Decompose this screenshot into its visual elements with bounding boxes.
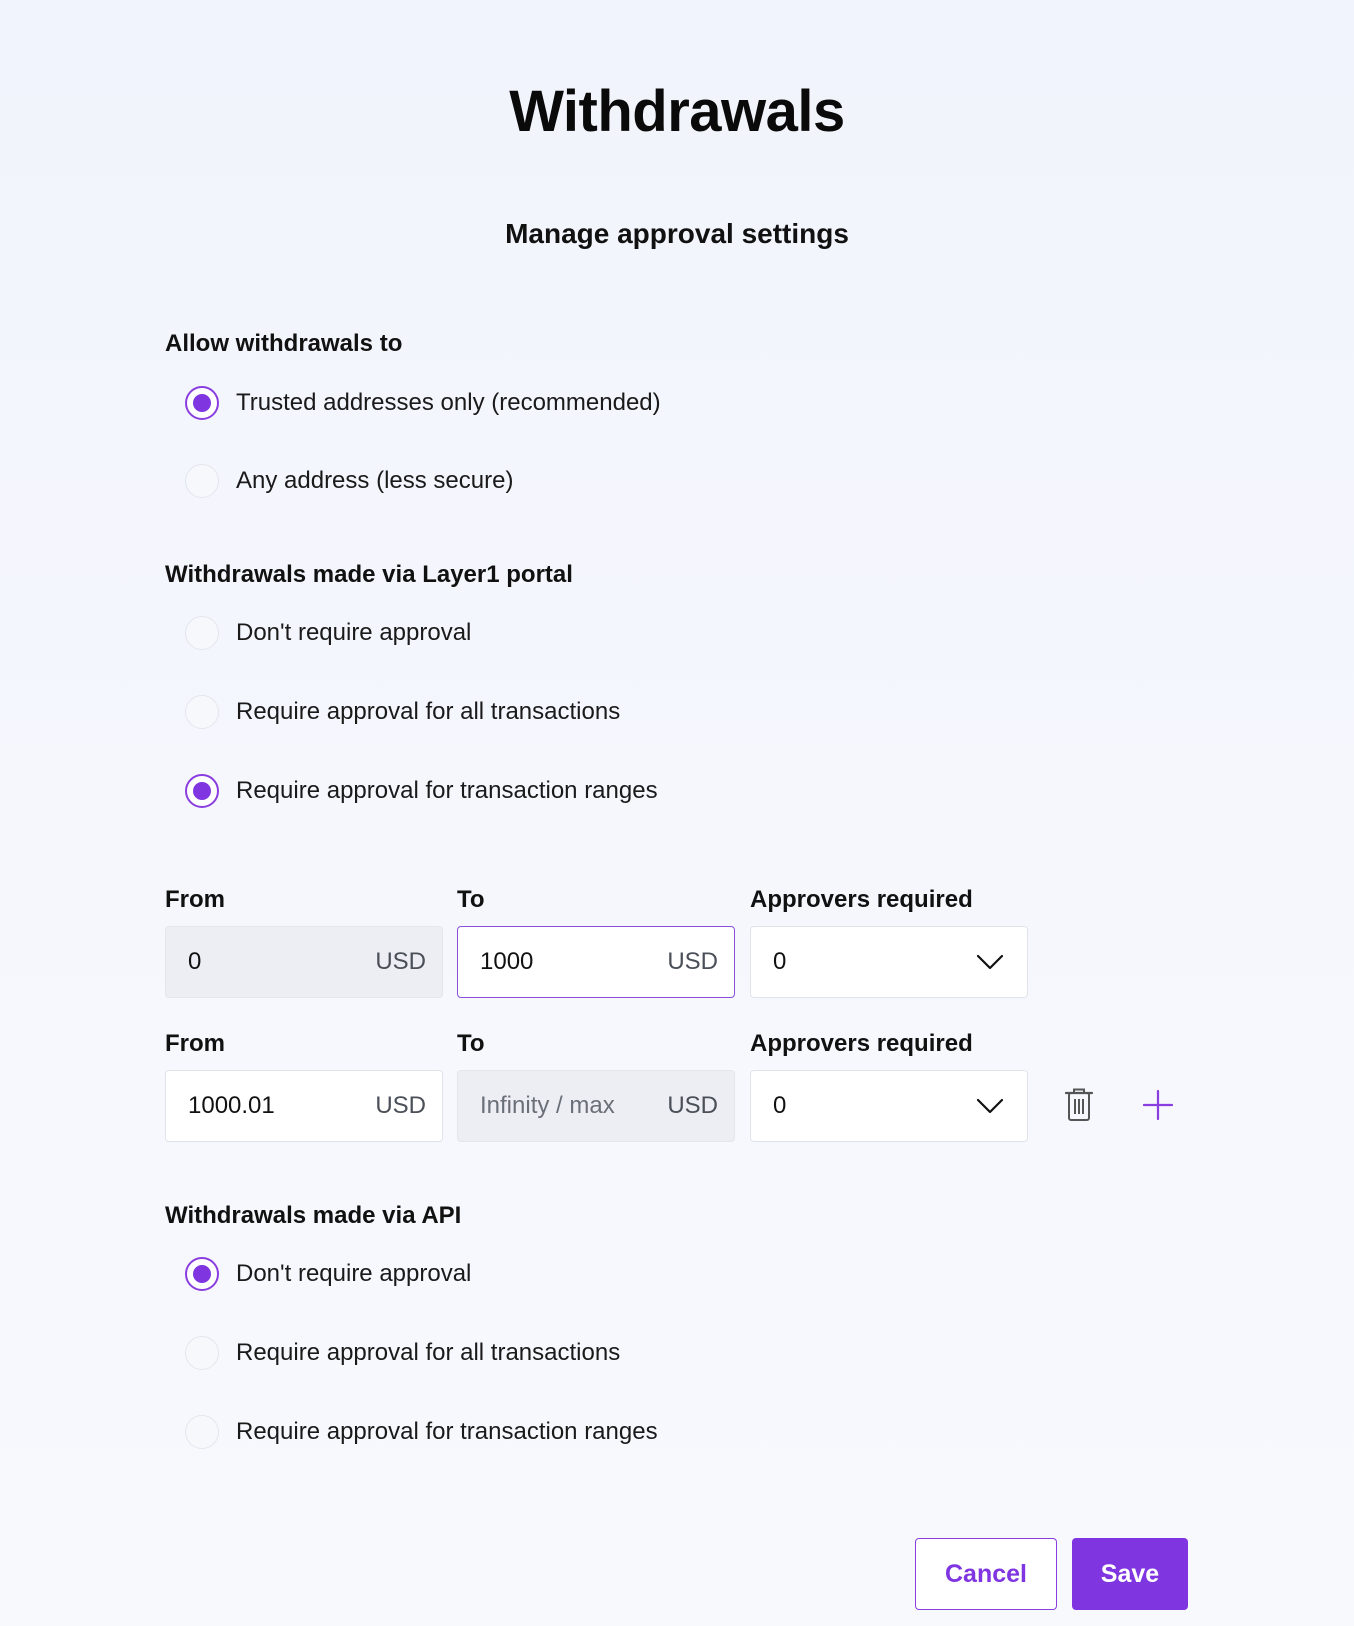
radio-unselected-icon[interactable] — [185, 616, 219, 650]
radio-label: Don't require approval — [236, 1260, 472, 1287]
range-2-from-input[interactable] — [165, 1070, 443, 1142]
radio-selected-icon[interactable] — [185, 1257, 219, 1291]
radio-label: Don't require approval — [236, 619, 472, 646]
radio-portal-transaction-ranges[interactable] — [185, 772, 658, 810]
add-range-button[interactable] — [1143, 1090, 1173, 1120]
select-value: 0 — [773, 948, 787, 975]
currency-unit: USD — [667, 948, 718, 975]
radio-api-no-approval[interactable] — [185, 1255, 471, 1293]
currency-unit: USD — [667, 1092, 718, 1119]
to-label: To — [457, 886, 485, 913]
radio-label: Require approval for all transactions — [236, 698, 621, 725]
cancel-button[interactable]: Cancel — [915, 1538, 1057, 1610]
range-1-approvers-select[interactable] — [750, 926, 1028, 998]
radio-label: Require approval for all transactions — [236, 1339, 621, 1366]
radio-unselected-icon[interactable] — [185, 1415, 219, 1449]
radio-label: Require approval for transaction ranges — [236, 777, 658, 804]
page-subtitle: Manage approval settings — [505, 218, 849, 249]
delete-range-button[interactable] — [1064, 1088, 1094, 1122]
save-button[interactable]: Save — [1072, 1538, 1188, 1610]
radio-selected-icon[interactable] — [185, 774, 219, 808]
currency-unit: USD — [375, 948, 426, 975]
radio-api-all-transactions[interactable] — [185, 1334, 620, 1372]
portal-section-title: Withdrawals made via Layer1 portal — [165, 561, 573, 588]
allow-withdrawals-title: Allow withdrawals to — [165, 330, 403, 357]
radio-trusted-addresses[interactable] — [185, 384, 661, 422]
range-2-approvers-select[interactable] — [750, 1070, 1028, 1142]
select-value: 0 — [773, 1092, 787, 1119]
range-1-from-input[interactable] — [165, 926, 443, 998]
radio-label: Trusted addresses only (recommended) — [236, 389, 661, 416]
approvers-label: Approvers required — [750, 886, 973, 913]
approvers-label: Approvers required — [750, 1030, 973, 1057]
radio-api-transaction-ranges[interactable] — [185, 1413, 658, 1451]
radio-unselected-icon[interactable] — [185, 464, 219, 498]
radio-label: Require approval for transaction ranges — [236, 1418, 658, 1445]
radio-label: Any address (less secure) — [236, 467, 514, 494]
range-2-to-input[interactable] — [457, 1070, 735, 1142]
input-value: 1000.01 — [188, 1092, 275, 1119]
plus-icon — [1143, 1090, 1173, 1120]
radio-portal-no-approval[interactable] — [185, 614, 471, 652]
chevron-down-icon — [977, 954, 1003, 970]
radio-portal-all-transactions[interactable] — [185, 693, 620, 731]
to-label: To — [457, 1030, 485, 1057]
radio-any-address[interactable] — [185, 462, 513, 500]
api-section-title: Withdrawals made via API — [165, 1202, 462, 1229]
trash-icon — [1064, 1088, 1094, 1122]
chevron-down-icon — [977, 1098, 1003, 1114]
range-1-to-input[interactable] — [457, 926, 735, 998]
radio-unselected-icon[interactable] — [185, 1336, 219, 1370]
radio-selected-icon[interactable] — [185, 386, 219, 420]
page-title: Withdrawals — [509, 79, 845, 144]
from-label: From — [165, 886, 225, 913]
currency-unit: USD — [375, 1092, 426, 1119]
radio-unselected-icon[interactable] — [185, 695, 219, 729]
input-value: 1000 — [480, 948, 534, 975]
input-placeholder: Infinity / max — [480, 1092, 615, 1119]
input-value: 0 — [188, 948, 202, 975]
from-label: From — [165, 1030, 225, 1057]
